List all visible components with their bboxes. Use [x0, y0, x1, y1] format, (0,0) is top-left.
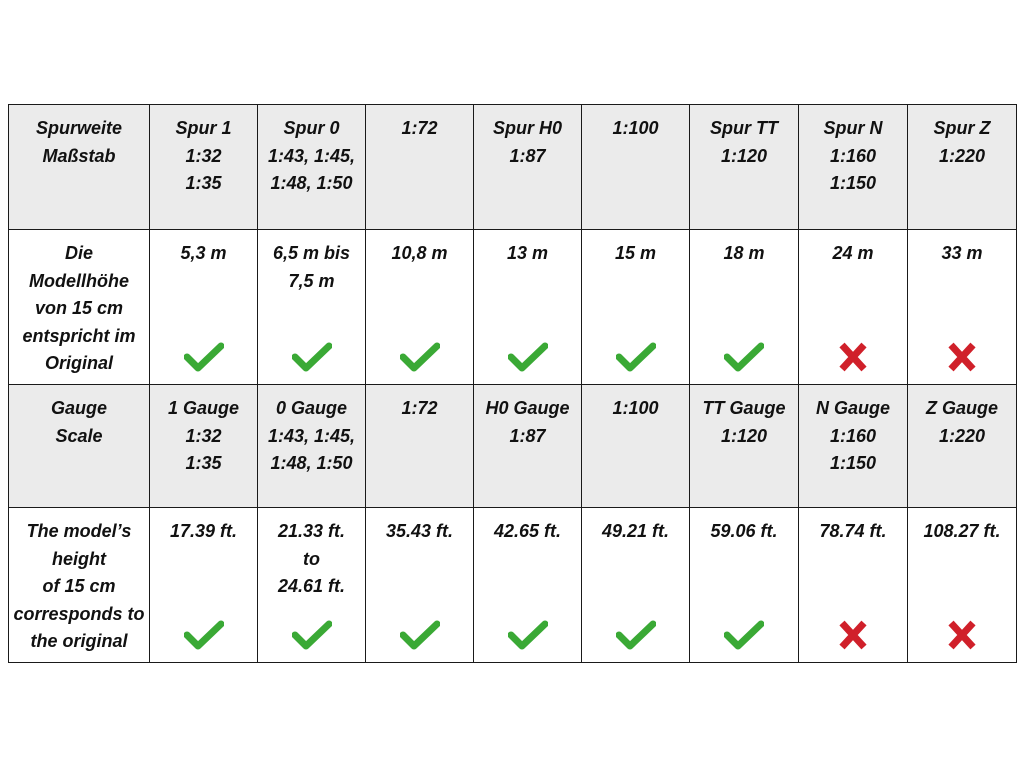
check-icon	[508, 620, 548, 650]
table-cell	[582, 508, 690, 663]
table-cell	[258, 385, 366, 508]
table-row-height-de	[9, 230, 1017, 385]
cell-text: 1:220	[938, 425, 986, 446]
cell-text: 1:43, 1:45,	[267, 145, 356, 166]
cell-text: 18 m	[723, 243, 765, 263]
table-cell	[150, 105, 258, 230]
cell-text: 59.06 ft.	[710, 521, 778, 541]
cell-text: corresponds to	[13, 603, 145, 624]
row-label	[9, 508, 150, 663]
cell-text: 17.39 ft.	[169, 521, 238, 541]
cell-text: Spur H0	[492, 118, 562, 138]
cell-text: Spur 1	[175, 118, 232, 138]
cell-text: 1:32	[185, 145, 222, 166]
cross-icon	[833, 620, 873, 650]
cell-text: 1:100	[612, 118, 659, 138]
cell-text: 1:120	[720, 145, 768, 166]
table-cell	[582, 230, 690, 385]
check-icon	[616, 620, 656, 650]
cell-text: 24.61 ft.	[277, 576, 346, 596]
table-row-gauge-scale-en	[9, 385, 1017, 508]
table-cell	[908, 105, 1017, 230]
cross-icon	[942, 620, 982, 650]
scale-comparison-table	[8, 104, 1017, 663]
cell-text: 15 m	[614, 243, 657, 263]
table-cell	[799, 385, 908, 508]
cell-text: TT Gauge	[702, 398, 786, 418]
cell-text: the original	[30, 631, 128, 651]
table-cell	[150, 508, 258, 663]
cell-text: Z Gauge	[925, 398, 998, 418]
cell-text: 6,5 m bis	[272, 243, 351, 263]
cell-text: Spur N	[823, 118, 883, 138]
table-cell	[582, 105, 690, 230]
table-cell	[690, 508, 799, 663]
cell-text: 1:160	[829, 425, 877, 446]
cell-text: Original	[44, 353, 113, 373]
cell-text: 1:220	[938, 145, 986, 166]
cell-text: 24 m	[832, 243, 874, 263]
cell-text: 21.33 ft.	[277, 521, 346, 541]
cell-text: 1:32	[185, 425, 222, 446]
cell-text: 1:35	[185, 173, 222, 193]
cell-text: 10,8 m	[391, 243, 448, 263]
table-cell	[908, 230, 1017, 385]
check-icon	[292, 620, 332, 650]
table-cell	[258, 230, 366, 385]
cell-text: of 15 cm	[42, 576, 116, 596]
table-cell	[366, 385, 474, 508]
cell-text: Spur TT	[710, 118, 778, 138]
table-cell	[799, 230, 908, 385]
check-icon	[292, 342, 332, 372]
table-cell	[150, 385, 258, 508]
table-cell	[366, 230, 474, 385]
cell-text: 33 m	[941, 243, 983, 263]
cell-text: 1 Gauge	[167, 398, 240, 418]
table-cell	[799, 508, 908, 663]
cell-text: 1:87	[509, 425, 546, 446]
cell-text: N Gauge	[815, 398, 890, 418]
cell-text: 13 m	[506, 243, 549, 263]
cell-text: 5,3 m	[180, 243, 227, 263]
cell-text: Spur Z	[933, 118, 991, 138]
check-icon	[400, 620, 440, 650]
cell-text: Gauge	[50, 398, 107, 418]
cell-text: to	[303, 548, 320, 569]
check-icon	[724, 342, 764, 372]
cell-text: 1:48, 1:50	[270, 453, 353, 473]
cell-text: 49.21 ft.	[601, 521, 670, 541]
table-cell	[690, 105, 799, 230]
cell-text: 1:48, 1:50	[270, 173, 353, 193]
cell-text: entspricht im	[22, 325, 136, 346]
row-label	[9, 385, 150, 508]
table-cell	[908, 385, 1017, 508]
check-icon	[184, 342, 224, 372]
check-icon	[724, 620, 764, 650]
cell-text: von 15 cm	[34, 298, 124, 318]
table-cell	[474, 230, 582, 385]
table-cell	[474, 508, 582, 663]
check-icon	[184, 620, 224, 650]
cell-text: 7,5 m	[288, 270, 335, 291]
cell-text: Spur 0	[283, 118, 340, 138]
row-label	[9, 105, 150, 230]
cell-text: 1:87	[509, 145, 546, 166]
table-cell	[150, 230, 258, 385]
cell-text: 35.43 ft.	[385, 521, 454, 541]
cell-text: 1:160	[829, 145, 877, 166]
cell-text: 1:72	[401, 398, 438, 418]
check-icon	[400, 342, 440, 372]
cell-text: 1:35	[185, 453, 222, 473]
table-cell	[366, 105, 474, 230]
cell-text: 1:100	[612, 398, 659, 418]
cell-text: 0 Gauge	[275, 398, 348, 418]
cell-text: Spurweite	[35, 118, 123, 138]
cell-text: 108.27 ft.	[923, 521, 1001, 541]
cell-text: 1:150	[829, 173, 877, 193]
check-icon	[616, 342, 656, 372]
cell-text: Maßstab	[42, 145, 116, 166]
cell-text: 1:72	[401, 118, 438, 138]
table-cell	[474, 385, 582, 508]
table-row-gauge-scale-de	[9, 105, 1017, 230]
cell-text: The model’s	[26, 521, 132, 541]
cell-text: 1:120	[720, 425, 768, 446]
table-cell	[258, 508, 366, 663]
row-label	[9, 230, 150, 385]
table-cell	[258, 105, 366, 230]
cell-text: 1:43, 1:45,	[267, 425, 356, 446]
table-cell	[690, 385, 799, 508]
table-cell	[582, 385, 690, 508]
cell-text: 78.74 ft.	[819, 521, 887, 541]
cell-text: height	[52, 548, 106, 569]
cross-icon	[942, 342, 982, 372]
check-icon	[508, 342, 548, 372]
table-cell	[474, 105, 582, 230]
cell-text: 42.65 ft.	[493, 521, 562, 541]
cell-text: H0 Gauge	[485, 398, 570, 418]
cell-text: Die	[64, 243, 93, 263]
cell-text: Scale	[55, 425, 103, 446]
table-row-height-en	[9, 508, 1017, 663]
table-cell	[366, 508, 474, 663]
table-cell	[908, 508, 1017, 663]
cell-text: 1:150	[829, 453, 877, 473]
cross-icon	[833, 342, 873, 372]
table-cell	[799, 105, 908, 230]
cell-text: Modellhöhe	[29, 270, 129, 291]
table-cell	[690, 230, 799, 385]
